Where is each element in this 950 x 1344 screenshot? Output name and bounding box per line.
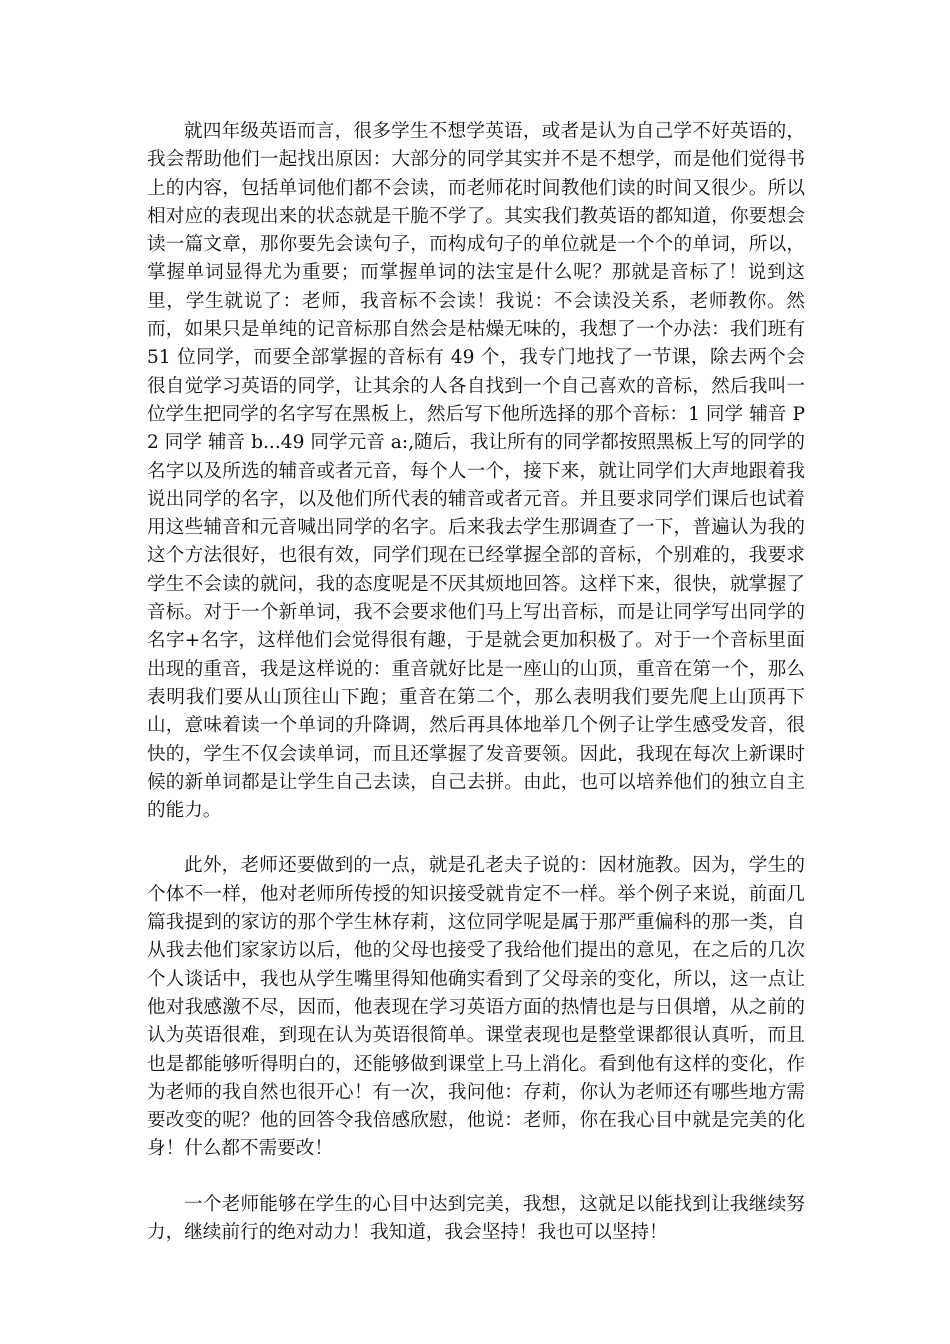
paragraph-conclusion: 一个老师能够在学生的心目中达到完美，我想，这就足以能找到让我继续努力，继续前行的绝对动力！我知道，我会坚持！我也可以坚持！ (147, 1193, 805, 1243)
paragraph-individualized-teaching: 此外，老师还要做到的一点，就是孔老夫子说的：因材施教。因为，学生的个体不一样，他对老师所传授的知识接受就肯定不一样。举个例子来说，前面几篇我提到的家访的那个学生林存莉，这位同学呢是属于那严重偏科的那一类，自从我去他们家家访以后，他的父母也接受了我给他们提出的意见，在之后的几次个人谈话中，我也从学生嘴里得知他确实看到了父母亲的变化，所以，这一点让他对我感激不尽，因而，他表现在学习英语方面的热情也是与日俱增，从之前的认为英语很难，到现在认为英语很简单。课堂表现也是整堂课都很认真听，而且也是都能够听得明白的，还能够做到课堂上马上消化。看到他有这样的变化，作为老师的我自然也很开心！有一次，我问他：存莉，你认为老师还有哪些地方需要改变的呢？他的回答令我倍感欣慰，他说：老师，你在我心目中就是完美的化身！什么都不需要改！ (147, 855, 805, 1160)
document-body (147, 118, 805, 1247)
paragraph-phonics-method: 就四年级英语而言，很多学生不想学英语，或者是认为自己学不好英语的，我会帮助他们一起找出原因：大部分的同学其实并不是不想学，而是他们觉得书上的内容，包括单词他们都不会读，而老师花时间教他们读的时间又很少。所以相对应的表现出来的状态就是干脆不学了。其实我们教英语的都知道，你要想会读一篇文章，那你要先会读句子，而构成句子的单位就是一个个的单词，所以，掌握单词显得尤为重要；而掌握单词的法宝是什么呢？那就是音标了！说到这里，学生就说了：老师，我音标不会读！我说：不会读没关系，老师教你。然而，如果只是单纯的记音标那自然会是枯燥无味的，我想了一个办法：我们班有 51 位同学，而要全部掌握的音标有 49 个，我专门地找了一节课，除去两个会很自觉学习英语的同学，让其余的人各自找到一个自己喜欢的音标，然后我叫一位学生把同学的名字写在黑板上，然后写下他所选择的那个音标：1 同学 辅音 P 2 同学 辅音 b...49 同学元音 a:,随后，我让所有的同学都按照黑板上写的同学的名字以及所选的辅音或者元音，每个人一个，接下来，就让同学们大声地跟着我说出同学的名字，以及他们所代表的辅音或者元音。并且要求同学们课后也试着用这些辅音和元音喊出同学的名字。后来我去学生那调查了一下，普遍认为我的这个方法很好，也很有效，同学们现在已经掌握全部的音标，个别难的，我要求学生不会读的就问，我的态度呢是不厌其烦地回答。这样下来，很快，就掌握了音标。对于一个新单词，我不会要求他们马上写出音标，而是让同学写出同学的名字+名字，这样他们会觉得很有趣，于是就会更加积极了。对于一个音标里面出现的重音，我是这样说的：重音就好比是一座山的山顶，重音在第一个，那么表明我们要从山顶往山下跑；重音在第二个，那么表明我们要先爬上山顶再下山，意味着读一个单词的升降调，然后再具体地举几个例子让学生感受发音，很快的，学生不仅会读单词，而且还掌握了发音要领。因此，我现在每次上新课时候的新单词都是让学生自己去读，自己去拼。由此，也可以培养他们的独立自主的能力。 (147, 121, 805, 822)
